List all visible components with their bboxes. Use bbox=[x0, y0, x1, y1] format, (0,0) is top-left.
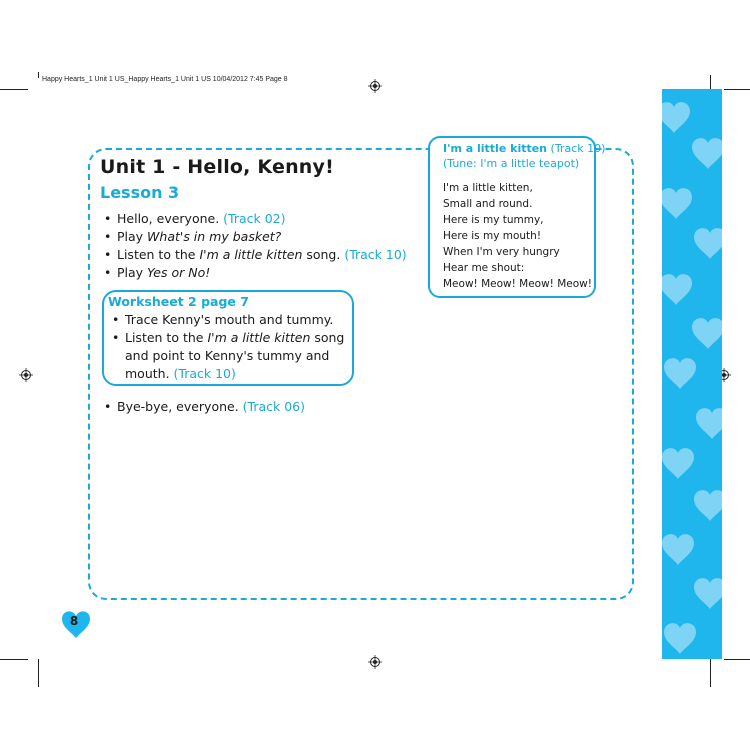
crop-mark bbox=[0, 659, 28, 660]
lyric-line: Hear me shout: bbox=[443, 262, 525, 274]
list-item: • Play Yes or No! bbox=[102, 264, 407, 282]
registration-mark-icon bbox=[368, 655, 382, 669]
lyric-line: Here is my tummy, bbox=[443, 214, 544, 226]
list-item: • Hello, everyone. (Track 02) bbox=[102, 210, 407, 228]
crop-mark bbox=[724, 89, 750, 90]
song-lyrics bbox=[443, 180, 592, 292]
list-item: • Listen to the I'm a little kitten song. (Track 10) bbox=[102, 246, 407, 264]
song-tune: (Tune: I'm a little teapot) bbox=[443, 157, 580, 170]
list-item: • Bye-bye, everyone. (Track 06) bbox=[102, 398, 305, 416]
lyric-line: Here is my mouth! bbox=[443, 230, 542, 242]
track-label: (Track 02) bbox=[223, 211, 286, 226]
worksheet-list bbox=[110, 311, 344, 383]
list-item: • Listen to the I'm a little kitten song and point to Kenny's tummy and mouth. (Track 10) bbox=[110, 329, 344, 383]
list-item: • Play What's in my basket? bbox=[102, 228, 407, 246]
lyric-line: Meow! Meow! Meow! Meow! bbox=[443, 278, 592, 290]
worksheet-title: Worksheet 2 page 7 bbox=[108, 294, 249, 309]
heart-pattern-icon bbox=[662, 89, 722, 659]
closing-list bbox=[102, 398, 305, 416]
crop-mark bbox=[724, 659, 750, 660]
crop-mark bbox=[710, 75, 711, 89]
lyric-line: When I'm very hungry bbox=[443, 246, 560, 258]
registration-mark-icon bbox=[19, 368, 33, 382]
list-item: • Trace Kenny's mouth and tummy. bbox=[110, 311, 344, 329]
crop-mark bbox=[0, 89, 28, 90]
crop-mark bbox=[38, 659, 39, 687]
unit-title: Unit 1 - Hello, Kenny! bbox=[100, 156, 334, 178]
song-title: I'm a little kitten (Track 10) bbox=[443, 142, 606, 155]
crop-mark bbox=[710, 659, 711, 687]
track-label: (Track 10) bbox=[173, 366, 236, 381]
heart-pattern-strip bbox=[662, 89, 722, 659]
lyric-line: I'm a little kitten, bbox=[443, 182, 533, 194]
lesson-title: Lesson 3 bbox=[100, 183, 180, 202]
activity-list bbox=[102, 210, 407, 282]
registration-mark-icon bbox=[368, 79, 382, 93]
crop-mark bbox=[38, 72, 39, 78]
lyric-line: Small and round. bbox=[443, 198, 533, 210]
printer-slug: Happy Hearts_1 Unit 1 US_Happy Hearts_1 Unit 1 US 10/04/2012 7:45 Page 8 bbox=[42, 76, 288, 83]
page-number: 8 bbox=[69, 614, 79, 628]
track-label: (Track 10) bbox=[344, 247, 407, 262]
track-label: (Track 06) bbox=[242, 399, 306, 414]
